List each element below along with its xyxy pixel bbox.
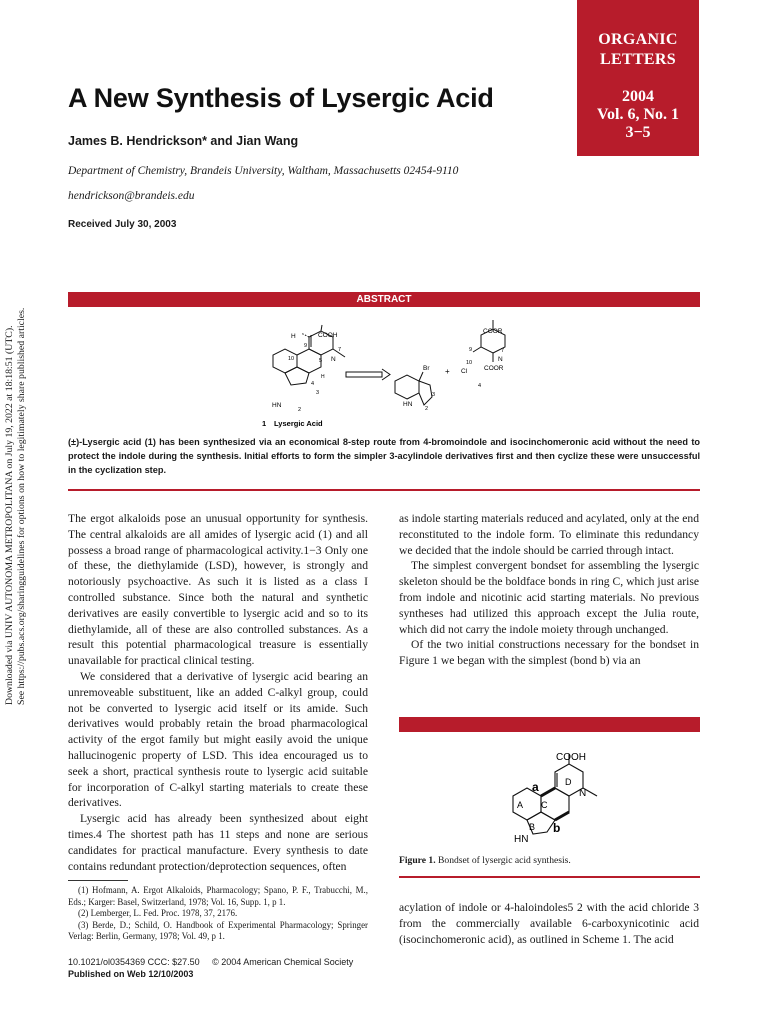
scheme-compound-name: Lysergic Acid [274,419,323,428]
affiliation: Department of Chemistry, Brandeis University, Waltham, Massachusetts 02454-9110 [68,165,459,177]
published-date: Published on Web 12/10/2003 [68,969,194,979]
scheme-c7: 7 [501,348,505,354]
figure-ring-c: C [541,800,548,810]
journal-year: 2004 [622,88,654,105]
download-notice-line1: Downloaded via UNIV AUTONOMA METROPOLITANA on July 19, 2022 at 18:18:51 (UTC). [4,325,15,705]
authors: James B. Hendrickson* and Jian Wang [68,134,299,148]
footnotes [68,885,368,943]
journal-pages: 3−5 [625,124,651,141]
journal-name-line1: ORGANIC [598,31,678,48]
paragraph-7: acylation of indole or 4-haloindoles5 2 with the acid chloride 3 from the commercially available 6-carboxynicotinic acid (isocinchomeronic acid), as outlined in Scheme 1. The acid [399,901,699,946]
scheme-h: H [291,333,296,340]
paragraph-4: as indole starting materials reduced and acylated, only at the end reconstituted to the indole form. To eliminate this redundancy we decided that the indole should be carried through intact. [399,512,699,557]
article-title: A New Synthesis of Lysergic Acid [68,83,494,113]
scheme-n10: 10 [288,356,295,362]
body-left-column [68,511,368,874]
scheme-compound-number: 1 [262,419,267,428]
paragraph-5: The simplest convergent bondset for assembling the lysergic skeleton should be the boldface bonds in ring C, which just arise from indole and nicotinic acid starting materials. No previous syntheses had utilized this approach except the Julia route, which did not carry the indole moiety through unchanged. [399,559,699,636]
received-date: Received July 30, 2003 [68,219,177,230]
body-right-column-bottom [399,900,699,947]
figure-bond-b: b [553,821,561,835]
figure-1-caption [399,855,571,866]
scheme-plus: + [445,367,450,376]
scheme-n-atom: N [331,356,336,363]
figure-cooh: COOH [556,752,586,763]
scheme-hn: HN [272,402,282,409]
figure-bottom-rule [399,876,700,878]
scheme-c10: 10 [466,360,473,366]
paragraph-3: Lysergic acid has already been synthesized about eight times.4 The shortest path has 11 steps and none are serious candidates for practical manufacture. Every synthesis to date contains redundant protection/deprotection sequences, often [68,812,368,873]
paragraph-6: Of the two initial constructions necessary for the bondset in Figure 1 we began with the simplest (bond b) via an [399,638,699,668]
figure-header-bar [399,717,700,732]
scheme-n3: 3 [316,390,320,396]
footnote-2: (2) Lemberger, L. Fed. Proc. 1978, 37, 2176. [78,908,238,918]
scheme-cor-bot: COOR [484,365,504,372]
figure-ring-a: A [517,800,524,810]
journal-volume: Vol. 6, No. 1 [596,106,680,123]
scheme-n4: 4 [311,381,315,387]
figure-hn: HN [514,834,529,845]
scheme-b-n3: 3 [432,392,436,398]
scheme-c-n: N [498,356,503,363]
scheme-cooh: COOH [318,332,338,339]
abstract-heading: ABSTRACT [68,292,700,307]
abstract-bottom-rule [68,489,700,491]
scheme-hn2: HN [403,401,413,408]
figure-ring-d: D [565,777,572,787]
publication-info [68,956,353,980]
abstract-scheme [240,318,540,430]
figure-ring-b: B [529,822,536,832]
paragraph-2: We considered that a derivative of lysergic acid bearing an unremoveable substituent, like an added C-alkyl group, could not be converted to lysergic acid itself or its amide. Such derivatives would probably retain the broad pharmacological activity of the ergot family but might easily avoid the unique hallucinogenic property of LSD. This idea encouraged us to seek a short, practical synthesis route to lysergic acid suitable for incorporation of C-alkyl starting materials to create these derivatives. [68,669,368,810]
scheme-c4: 4 [478,383,482,389]
figure-1-caption-text: Bondset of lysergic acid synthesis. [438,855,571,866]
scheme-n9: 9 [304,343,308,349]
figure-bond-a: a [532,780,539,794]
journal-name-line2: LETTERS [600,51,676,68]
doi-line[interactable]: 10.1021/ol0354369 CCC: $27.50 © 2004 American Chemical Society [68,957,354,967]
paragraph-1: The ergot alkaloids pose an unusual opportunity for synthesis. The central alkaloids are all amides of lysergic acid (1) and all possess a broad range of pharmacological activity.1−3 Only one of these, the diethylamide (LSD), however, is strongly and notoriously psychoactive. As such it is listed as a class I controlled substance. Since both the natural and synthetic derivatives are easily convertible to lysergic acid and so to its diethylamide, all of these are also controlled substances. As a result this potential pharmacological treasure is essentially unavailable for practical clinical testing. [68,512,368,668]
footnote-3: (3) Berde, D.; Schild, O. Handbook of Experimental Pharmacology; Springer Verlag: Berlin, Germany, 1978; Vol. 49, p 1. [68,919,368,941]
scheme-c9: 9 [469,347,473,353]
download-notice [4,285,28,705]
scheme-n5: 5 [319,358,323,364]
journal-badge [577,0,699,156]
scheme-b-n2: 2 [425,406,429,412]
body-right-column-top [399,511,699,669]
abstract-text: (±)-Lysergic acid (1) has been synthesized via an economical 8-step route from 4-bromoindole and isocinchomeronic acid without the need to protect the indole during the synthesis. Initial efforts to form the simpler 3-acylindole derivatives first and then cyclize these were unsuccessful in the cyclization step. [68,437,700,475]
figure-n: N [579,788,587,799]
scheme-n7: 7 [338,347,342,353]
footnote-rule [68,880,128,881]
scheme-cl: Cl [461,368,468,375]
download-notice-line2: See https://pubs.acs.org/sharingguidelines for options on how to legitimately share published articles. [16,307,27,705]
figure-1-structure [495,745,635,849]
scheme-br: Br [423,365,430,372]
scheme-cor-top: COOR [483,328,503,335]
figure-1-caption-label: Figure 1. [399,855,436,866]
author-email[interactable]: hendrickson@brandeis.edu [68,190,195,202]
footnote-1: (1) Hofmann, A. Ergot Alkaloids, Pharmacology; Spano, P. F., Trabucchi, M., Eds.; Karger: Basel, Switzerland, 1978; Vol. 16, Supp. 1, p 1. [68,885,368,907]
scheme-n2: 2 [298,407,302,413]
scheme-h-label: H [321,374,325,380]
